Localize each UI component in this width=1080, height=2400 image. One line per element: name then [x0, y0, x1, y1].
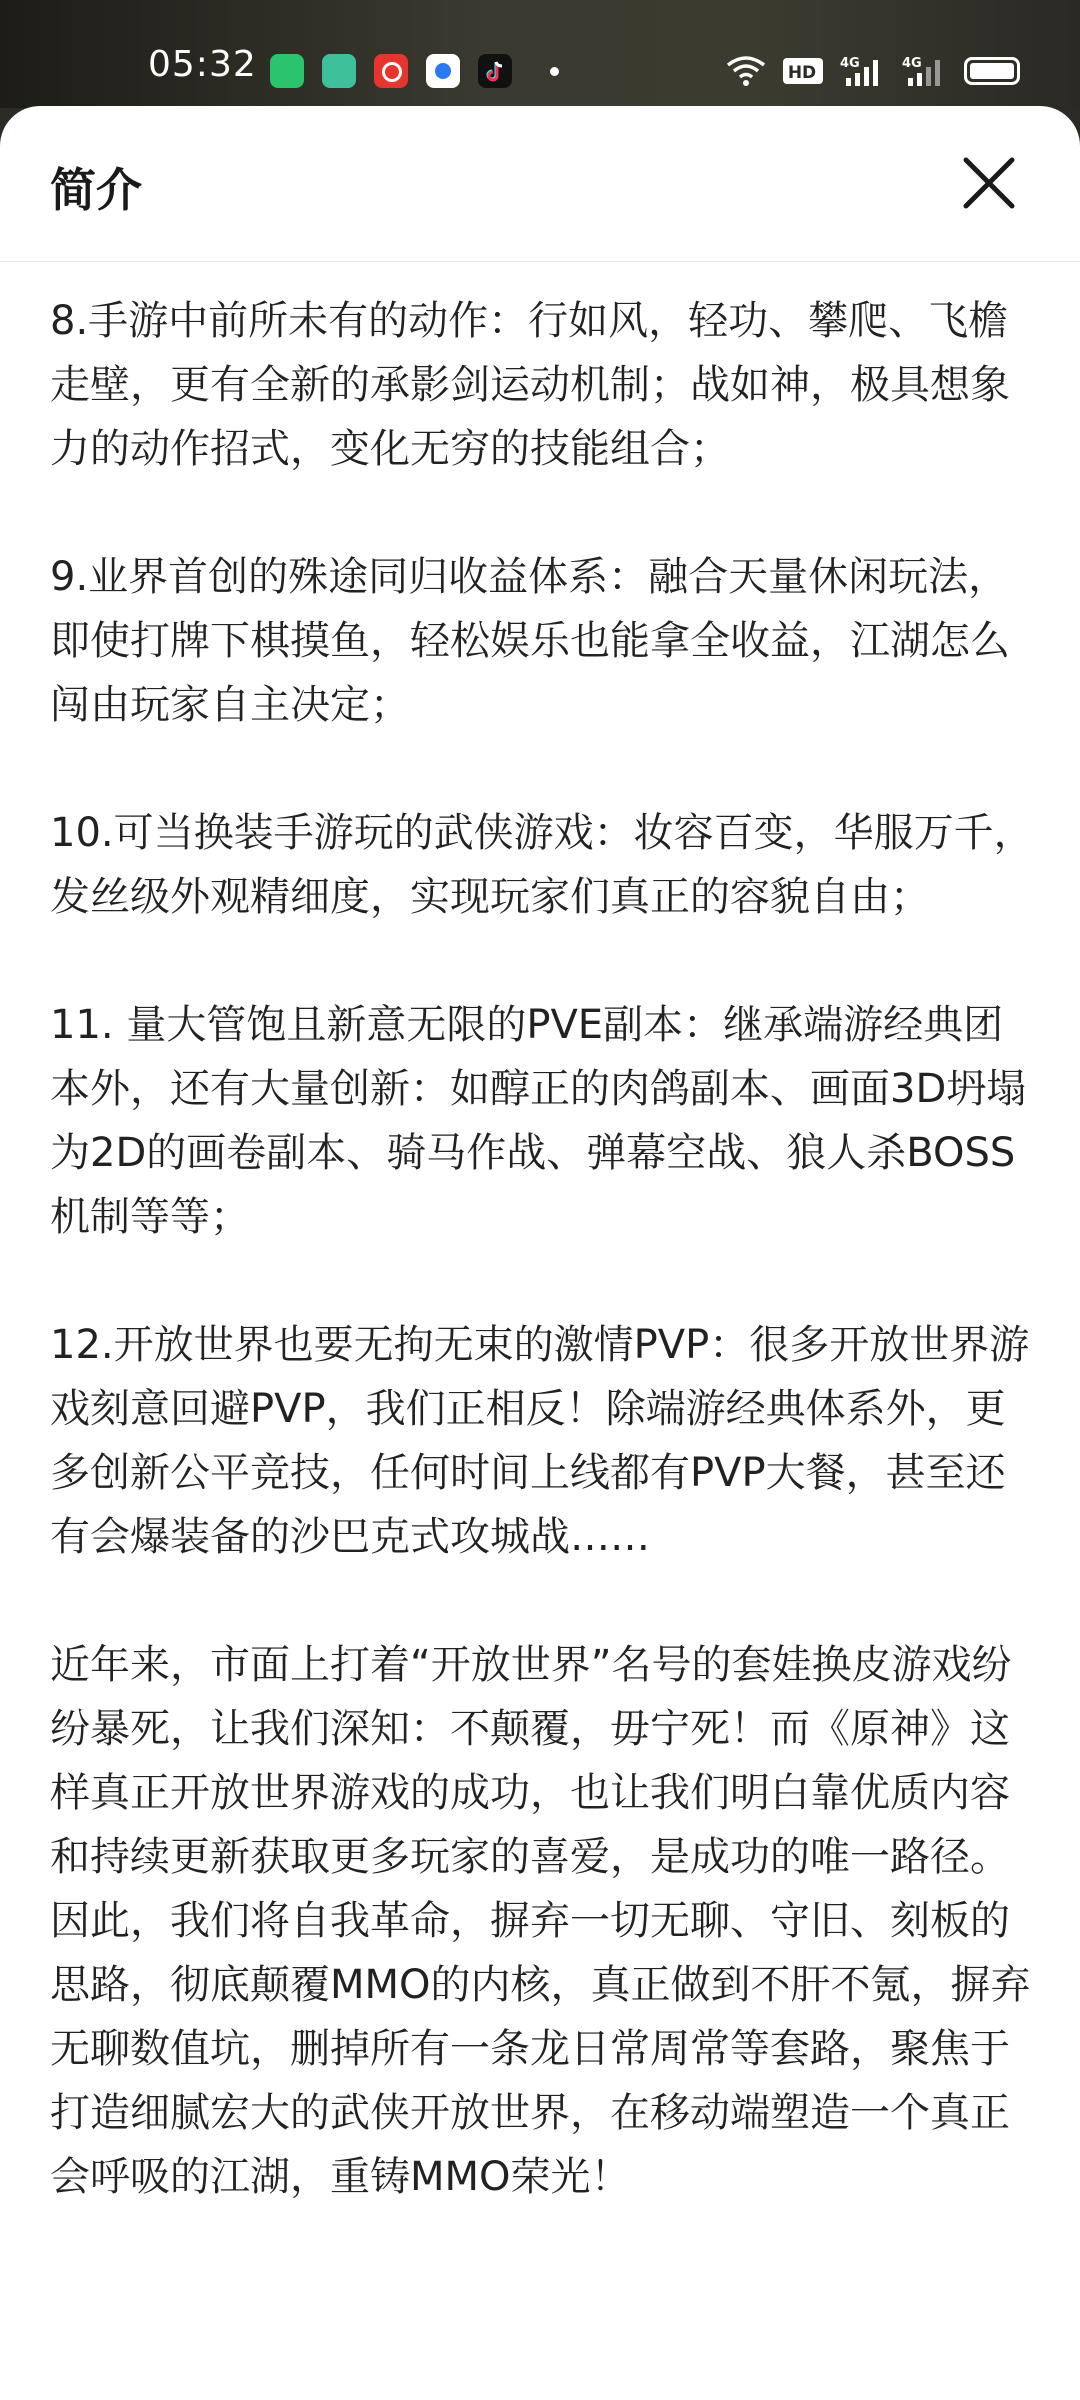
signal-4g-icon: [840, 54, 886, 88]
signal-4g-icon: [902, 54, 948, 88]
intro-paragraph: 12.开放世界也要无拘无束的激情PVP：很多开放世界游戏刻意回避PVP，我们正相反！除端游经典体系外，更多创新公平竞技，任何时间上线都有PVP大餐，甚至还有会爆装备的沙巴克式攻城战……: [50, 1322, 1030, 1560]
tiktok-icon: [478, 54, 512, 88]
intro-paragraph: 10.可当换装手游玩的武侠游戏：妆容百变，华服万千，发丝级外观精细度，实现玩家们真正的容貌自由；: [50, 810, 1034, 920]
app-green-icon: [322, 54, 356, 88]
intro-paragraph: 8.手游中前所未有的动作：行如风，轻功、攀爬、飞檐走壁，更有全新的承影剑运动机制；战如神，极具想象力的动作招式，变化无穷的技能组合；: [50, 298, 1010, 472]
wechat-icon: [270, 54, 304, 88]
intro-paragraph: 11. 量大管饱且新意无限的PVE副本：继承端游经典团本外，还有大量创新：如醇正的肉鸽副本、画面3D坍塌为2D的画卷副本、骑马作战、弹幕空战、狼人杀BOSS机制等等；: [50, 1002, 1027, 1240]
notification-dot: [550, 67, 559, 76]
intro-content: [50, 289, 1035, 2209]
close-button[interactable]: [958, 152, 1020, 214]
sheet-title: 简介: [50, 163, 142, 217]
hd-label: HD: [787, 63, 817, 83]
netease-music-icon: [374, 54, 408, 88]
signal-label: 4G: [902, 56, 922, 71]
close-icon: [958, 152, 1020, 214]
hd-icon: [782, 54, 824, 88]
battery-level: [964, 57, 1020, 85]
intro-sheet: [0, 106, 1080, 2400]
status-right-icons: [726, 54, 1020, 88]
intro-paragraph: 9.业界首创的殊途同归收益体系：融合天量休闲玩法，即使打牌下棋摸鱼，轻松娱乐也能拿全收益，江湖怎么闯由玩家自主决定；: [50, 554, 1010, 728]
signal-label: 4G: [840, 56, 860, 71]
sheet-header: [0, 106, 1080, 262]
battery-icon: [964, 54, 1020, 88]
browser-icon: [426, 54, 460, 88]
status-bar: [0, 0, 1080, 108]
wifi-icon: [726, 54, 766, 88]
status-time: 05:32: [148, 44, 257, 85]
intro-paragraph: 近年来，市面上打着“开放世界”名号的套娃换皮游戏纷纷暴死，让我们深知：不颠覆，毋宁死！而《原神》这样真正开放世界游戏的成功，也让我们明白靠优质内容和持续更新获取更多玩家的喜爱，是成功的唯一路径。因此，我们将自我革命，摒弃一切无聊、守旧、刻板的思路，彻底颠覆MMO的内核，真正做到不肝不氪，摒弃无聊数值坑，删掉所有一条龙日常周常等套路，聚焦于打造细腻宏大的武侠开放世界，在移动端塑造一个真正会呼吸的江湖，重铸MMO荣光！: [50, 1642, 1031, 2200]
